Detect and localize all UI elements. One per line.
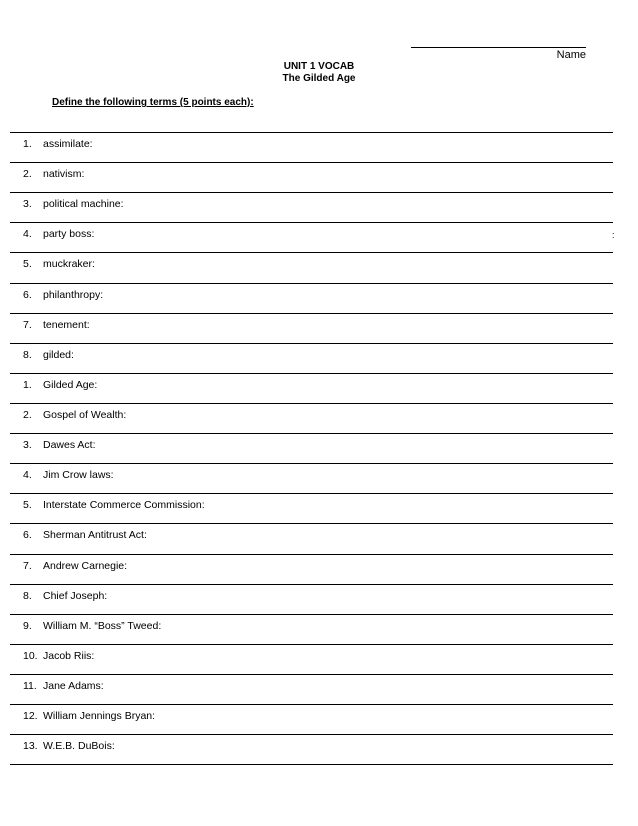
term-number: 1. — [23, 138, 32, 150]
term-number: 7. — [23, 318, 32, 331]
vocab-term-row[interactable] — [10, 374, 613, 404]
term-label: Jane Adams: — [43, 679, 104, 692]
term-number: 12. — [23, 710, 38, 723]
term-number: 11. — [23, 679, 37, 692]
term-label: party boss: — [43, 228, 95, 241]
vocab-term-row[interactable] — [10, 675, 613, 705]
edge-mark: : — [612, 230, 615, 240]
term-number: 9. — [23, 619, 32, 632]
term-number: 8. — [23, 589, 32, 602]
term-label: William M. “Boss” Tweed: — [43, 619, 162, 632]
vocab-term-row[interactable] — [10, 705, 613, 735]
term-number: 5. — [23, 258, 32, 271]
vocab-term-row[interactable] — [10, 494, 613, 524]
term-label: gilded: — [43, 348, 74, 361]
term-label: Gilded Age: — [43, 378, 98, 391]
instructions-heading: Define the following terms (5 points each): — [52, 97, 254, 108]
worksheet-subtitle: The Gilded Age — [282, 73, 356, 84]
vocab-term-row[interactable] — [10, 314, 613, 344]
vocab-term-row[interactable] — [10, 615, 613, 645]
term-label: Andrew Carnegie: — [43, 559, 128, 572]
term-number: 2. — [23, 168, 32, 181]
term-label: Interstate Commerce Commission: — [43, 499, 205, 512]
term-label: Gospel of Wealth: — [43, 408, 127, 421]
term-label: philanthropy: — [43, 288, 104, 301]
name-blank-line[interactable] — [411, 47, 586, 48]
vocab-term-row[interactable] — [10, 344, 613, 374]
term-label: political machine: — [43, 198, 124, 211]
term-label: Jim Crow laws: — [43, 469, 114, 482]
term-number: 6. — [23, 288, 32, 301]
term-label: assimilate: — [43, 138, 93, 150]
vocab-term-row[interactable] — [10, 223, 613, 253]
term-label: Sherman Antitrust Act: — [43, 529, 147, 542]
vocab-term-row[interactable] — [10, 434, 613, 464]
term-number: 4. — [23, 469, 32, 482]
vocab-term-row[interactable] — [10, 253, 613, 283]
term-label: tenement: — [43, 318, 90, 331]
term-label: Jacob Riis: — [43, 649, 95, 662]
term-number: 6. — [23, 529, 32, 542]
vocab-term-row[interactable] — [10, 585, 613, 615]
vocab-term-row[interactable] — [10, 404, 613, 434]
term-number: 1. — [23, 378, 32, 391]
vocab-term-list — [10, 132, 613, 765]
vocab-term-row[interactable] — [10, 524, 613, 554]
term-label: nativism: — [43, 168, 85, 181]
term-number: 5. — [23, 499, 32, 512]
vocab-term-row[interactable] — [10, 193, 613, 223]
term-number: 7. — [23, 559, 32, 572]
vocab-term-row[interactable] — [10, 163, 613, 193]
vocab-term-row[interactable] — [10, 555, 613, 585]
vocab-term-row[interactable] — [10, 645, 613, 675]
vocab-term-row[interactable] — [10, 735, 613, 765]
term-number: 8. — [23, 348, 32, 361]
worksheet-title: UNIT 1 VOCAB — [283, 61, 355, 72]
term-label: Dawes Act: — [43, 439, 96, 452]
term-number: 3. — [23, 439, 32, 452]
term-number: 3. — [23, 198, 32, 211]
term-number: 13. — [23, 740, 38, 753]
vocab-term-row[interactable] — [10, 133, 613, 163]
term-number: 4. — [23, 228, 32, 241]
term-label: William Jennings Bryan: — [43, 710, 156, 723]
term-label: Chief Joseph: — [43, 589, 108, 602]
name-label: Name — [556, 49, 586, 61]
vocab-term-row[interactable] — [10, 464, 613, 494]
term-number: 10. — [23, 649, 38, 662]
term-label: W.E.B. DuBois: — [43, 740, 115, 753]
vocab-term-row[interactable] — [10, 284, 613, 314]
term-label: muckraker: — [43, 258, 95, 271]
term-number: 2. — [23, 408, 32, 421]
